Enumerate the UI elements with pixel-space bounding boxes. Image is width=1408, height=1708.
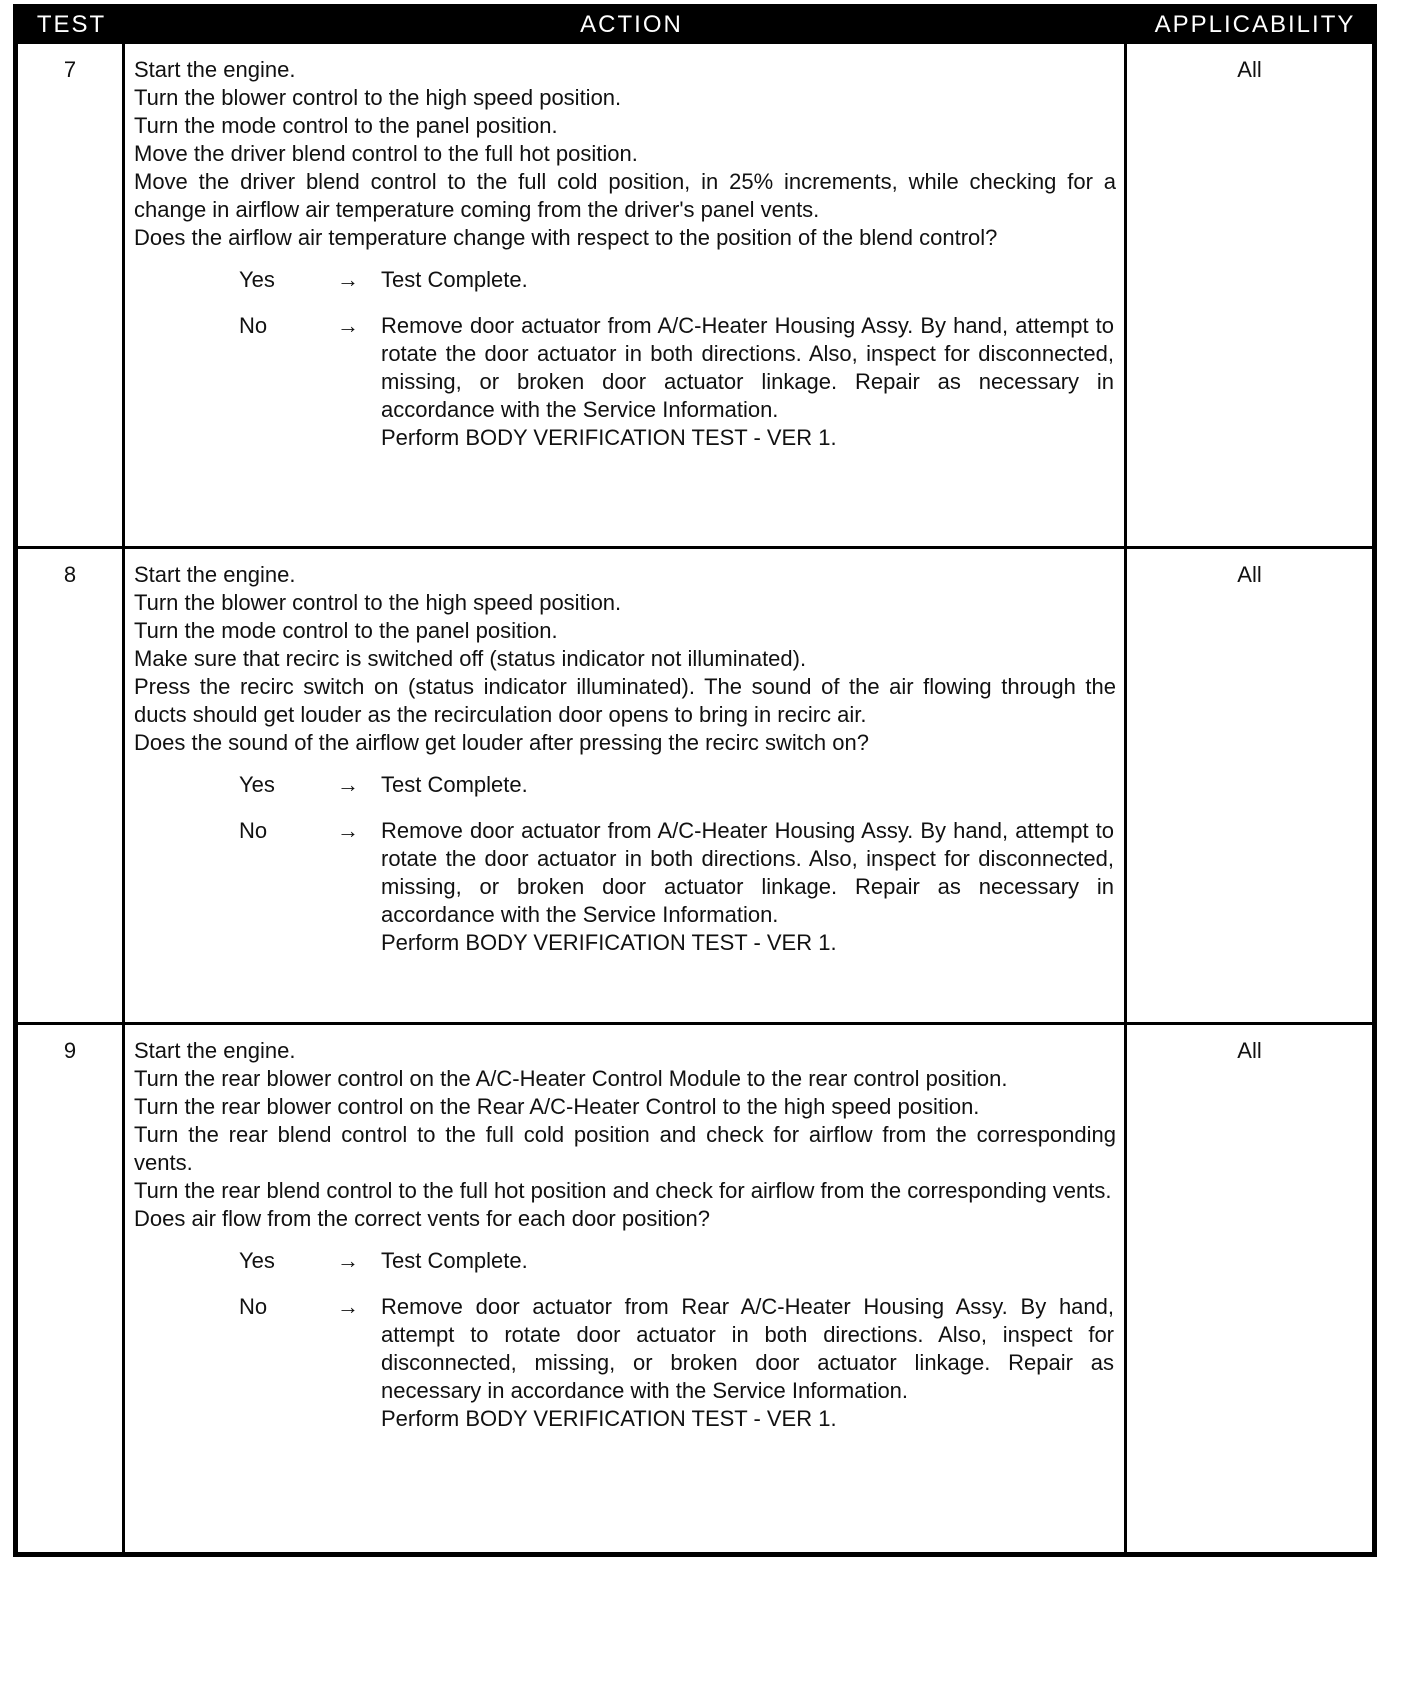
no-text-block	[381, 312, 1116, 452]
action-question: Does air flow from the correct vents for each door position?	[134, 1206, 710, 1231]
test-number: 7	[18, 44, 125, 546]
action-step: Turn the mode control to the panel position.	[134, 113, 558, 138]
verification-text: Perform BODY VERIFICATION TEST - VER 1.	[381, 425, 837, 450]
action-question: Does the sound of the airflow get louder after pressing the recirc switch on?	[134, 730, 869, 755]
action-step: Make sure that recirc is switched off (status indicator not illuminated).	[134, 646, 807, 671]
no-text: Remove door actuator from A/C-Heater Housing Assy. By hand, attempt to rotate the door actuator in both directions. Also, inspect for disconnected, missing, or broken door actuator linkage. Repair as necessary in accordance with the Service Information.	[381, 313, 1114, 422]
verification-text: Perform BODY VERIFICATION TEST - VER 1.	[381, 930, 837, 955]
action-cell	[125, 1025, 1127, 1552]
yes-text: Test Complete.	[381, 1248, 528, 1273]
action-step: Start the engine.	[134, 562, 296, 587]
action-step: Turn the rear blower control on the A/C-Heater Control Module to the rear control position.	[134, 1066, 1008, 1091]
yes-text: Test Complete.	[381, 267, 528, 292]
yes-label: Yes	[239, 1248, 275, 1273]
applicability-value: All	[1237, 562, 1262, 587]
header-action: ACTION	[580, 11, 683, 38]
yes-outcome	[134, 771, 1116, 799]
action-step: Move the driver blend control to the full cold position, in 25% increments, while checking for a change in airflow air temperature coming from the driver's panel vents.	[134, 169, 1116, 222]
action-step: Turn the rear blend control to the full hot position and check for airflow from the corresponding vents.	[134, 1178, 1112, 1203]
no-outcome	[134, 1293, 1116, 1433]
arrow-right-icon: →	[337, 772, 359, 797]
action-cell	[125, 44, 1127, 546]
no-text: Remove door actuator from A/C-Heater Housing Assy. By hand, attempt to rotate the door actuator in both directions. Also, inspect for disconnected, missing, or broken door actuator linkage. Repair as necessary in accordance with the Service Information.	[381, 818, 1114, 927]
arrow-right-icon: →	[337, 313, 359, 338]
action-question: Does the airflow air temperature change with respect to the position of the blend control?	[134, 225, 998, 250]
arrow-right-icon: →	[337, 818, 359, 843]
diagnostic-table	[13, 4, 1377, 1557]
applicability-value: All	[1237, 1038, 1262, 1063]
action-step: Move the driver blend control to the full hot position.	[134, 141, 638, 166]
no-label: No	[239, 313, 268, 338]
test-number: 9	[18, 1025, 125, 1552]
applicability-value: All	[1237, 57, 1262, 82]
no-label: No	[239, 818, 268, 843]
table-header	[13, 4, 1377, 44]
yes-outcome	[134, 266, 1116, 294]
no-label: No	[239, 1294, 268, 1319]
arrow-right-icon: →	[337, 1294, 359, 1319]
action-step: Turn the blower control to the high speed position.	[134, 590, 622, 615]
action-step: Turn the mode control to the panel position.	[134, 618, 558, 643]
action-step: Turn the rear blower control on the Rear A/C-Heater Control to the high speed position.	[134, 1094, 980, 1119]
verification-text: Perform BODY VERIFICATION TEST - VER 1.	[381, 1406, 837, 1431]
yes-label: Yes	[239, 267, 275, 292]
table-row	[18, 1022, 1372, 1552]
header-applicability: APPLICABILITY	[1154, 11, 1356, 38]
table-row	[18, 44, 1372, 546]
action-cell	[125, 549, 1127, 1022]
arrow-right-icon: →	[337, 1248, 359, 1273]
no-outcome	[134, 817, 1116, 957]
yes-outcome	[134, 1247, 1116, 1275]
action-step: Press the recirc switch on (status indicator illuminated). The sound of the air flowing through the ducts should get louder as the recirculation door opens to bring in recirc air.	[134, 674, 1116, 727]
no-text: Remove door actuator from Rear A/C-Heater Housing Assy. By hand, attempt to rotate door actuator in both directions. Also, inspect for disconnected, missing, or broken door actuator linkage. Repair as necessary in accordance with the Service Information.	[381, 1294, 1114, 1403]
table-body	[13, 44, 1377, 1557]
action-step: Start the engine.	[134, 57, 296, 82]
action-step: Start the engine.	[134, 1038, 296, 1063]
table-row	[18, 546, 1372, 1022]
action-step: Turn the rear blend control to the full cold position and check for airflow from the corresponding vents.	[134, 1122, 1116, 1175]
no-outcome	[134, 312, 1116, 452]
arrow-right-icon: →	[337, 267, 359, 292]
test-number: 8	[18, 549, 125, 1022]
header-test: TEST	[36, 11, 107, 38]
no-text-block	[381, 1293, 1116, 1433]
yes-text: Test Complete.	[381, 772, 528, 797]
action-step: Turn the blower control to the high speed position.	[134, 85, 622, 110]
yes-label: Yes	[239, 772, 275, 797]
no-text-block	[381, 817, 1116, 957]
